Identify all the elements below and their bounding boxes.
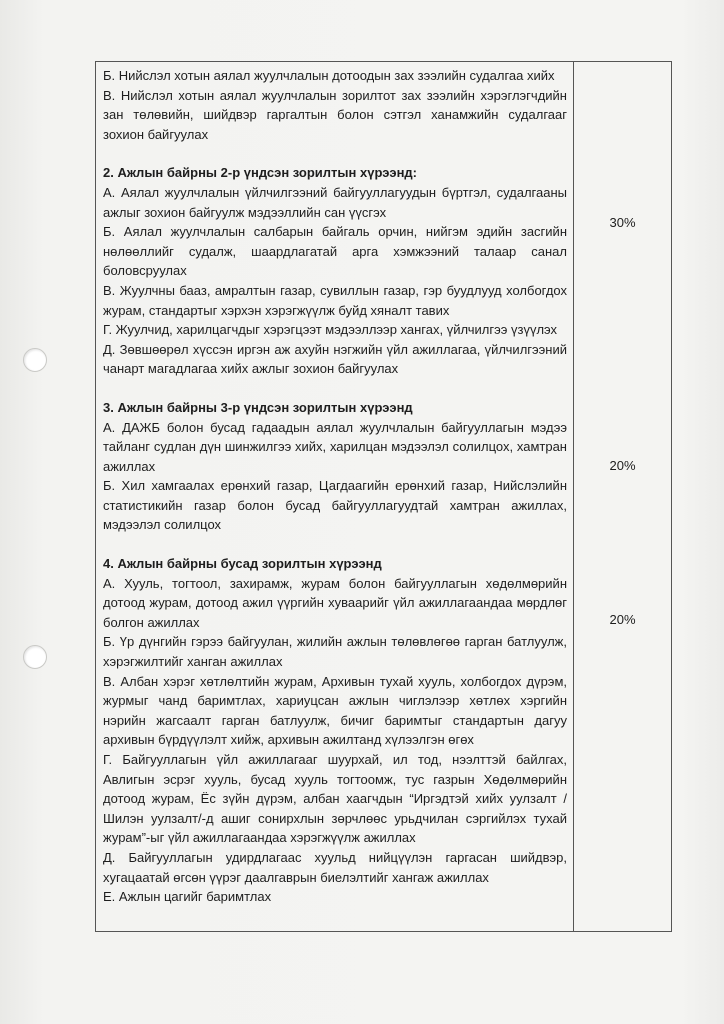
spacer [103,144,567,163]
goal-4-item-d: Д. Байгууллагын удирдлагаас хуульд нийцүүлэн гаргасан шийдвэр, хугацаатай өгсөн үүрэг даалгаврын биелэлтийг хангаж ажиллах [103,849,567,885]
goal-4-item-e: Е. Ажлын цагийг баримтлах [103,889,272,905]
goal-2-item-v: В. Жуулчны бааз, амралтын газар, сувиллын газар, гэр буудлууд холбогдох журам, стандартыг хэрхэн хэрэгжүүлж буйд хяналт тавих [103,282,567,318]
goal-3-item-b: Б. Хил хамгаалах ерөнхий газар, Цагдаагийн ерөнхий газар, Нийслэлийн статистикийн газар болон бусад байгууллагуудтай хамтран ажиллах, мэдээлэл солилцох [103,478,567,533]
goal-3-item-a: А. ДАЖБ болон бусад гадаадын аялал жуулчлалын байгууллагын мэдээ тайланг судлан дүн шинжилгээ хийх, харилцан мэдээлэл солилцох, хамтран ажиллах [103,419,567,474]
goal-4-heading: 4. Ажлын байрны бусад зорилтын хүрээнд [103,556,382,572]
goal-2-item-b: Б. Аялал жуулчлалын салбарын байгаль орчин, нийгэм эдийн засгийн нөлөөллийг судалж, шаардлагатай арга хэмжээний талаар санал боловсруулах [103,224,567,279]
goal-2-item-d: Д. Зөвшөөрөл хүссэн иргэн аж ахуйн нэгжийн үйл ажиллагаа, үйлчилгээний чанарт магадлагаа хийх ажлыг зохион байгуулах [103,341,567,377]
goal-4-weight: 20% [609,612,636,627]
goal-4-item-a: А. Хууль, тогтоол, захирамж, журам болон байгууллагын хөдөлмөрийн дотоод журам, дотоод ажил үүргийн хуваарийг үйл ажиллагаандаа мөрдлөг болгон ажиллах [103,575,567,630]
job-description-table [95,61,672,932]
punch-hole-top [23,348,47,372]
duty-v-1: В. Нийслэл хотын аялал жуулчлалын зорилтот зах зээлийн хэрэглэгчдийн зан төлөвийн, шийдвэр гаргалтын болон сэтгэл ханамжийн судалгааг зохион байгуулах [103,87,567,142]
goal-4-item-b: Б. Үр дүнгийн гэрээ байгуулан, жилийн ажлын төлөвлөгөө гарган батлуулж, хэрэгжилтийг ханган ажиллах [103,634,567,670]
goal-4-item-v: В. Албан хэрэг хөтлөлтийн журам, Архивын тухай хууль, холбогдох дүрэм, журмыг чанд баримтлах, хариуцсан ажлын чиглэлээр хөтлөх хэргийн нэрийн жагсаалт гарган батлуулж, бичиг баримтыг стандартын дагуу архивын бүрдүүлэлт хийж, архивын ажилтанд хүлээлгэн өгөх [103,673,567,748]
weight-cell [574,62,672,932]
duty-b-1: Б. Нийслэл хотын аялал жуулчлалын дотоодын зах зээлийн судалгаа хийх [103,68,555,83]
spacer [103,535,567,554]
goal-3-weight: 20% [609,458,636,473]
spacer [103,379,567,398]
duties-content [96,62,573,907]
goal-2-item-g: Г. Жуулчид, харилцагчдыг хэрэгцээт мэдээллээр хангах, үйлчилгээ үзүүлэх [103,322,558,338]
goal-2-item-a: А. Аялал жуулчлалын үйлчилгээний байгууллагуудын бүртгэл, судалгааны ажлыг зохион байгуулж мэдээллийн сан үүсгэх [103,184,567,220]
goal-3-heading: 3. Ажлын байрны 3-р үндсэн зорилтын хүрээнд [103,399,413,415]
duties-cell [96,62,574,932]
goal-2-weight: 30% [609,215,636,230]
punch-hole-bottom [23,645,47,669]
goal-4-item-g: Г. Байгууллагын үйл ажиллагааг шуурхай, ил тод, нээлттэй байлгах, Авлигын эсрэг хууль, бусад хууль тогтоомж, тус газрын Хөдөлмөрийн дотоод журам, Ёс зүйн дүрэм, албан хаагчдын “Иргэдтэй хийх уулзалт /Шилэн уулзалт/-д ашиг сонирхлын зөрчлөөс урьдчилан сэргийлэх тухай журам”-ыг үйл ажиллагаандаа хэрэгжүүлж ажиллах [103,752,567,846]
goal-2-heading: 2. Ажлын байрны 2-р үндсэн зорилтын хүрээнд: [103,165,418,181]
